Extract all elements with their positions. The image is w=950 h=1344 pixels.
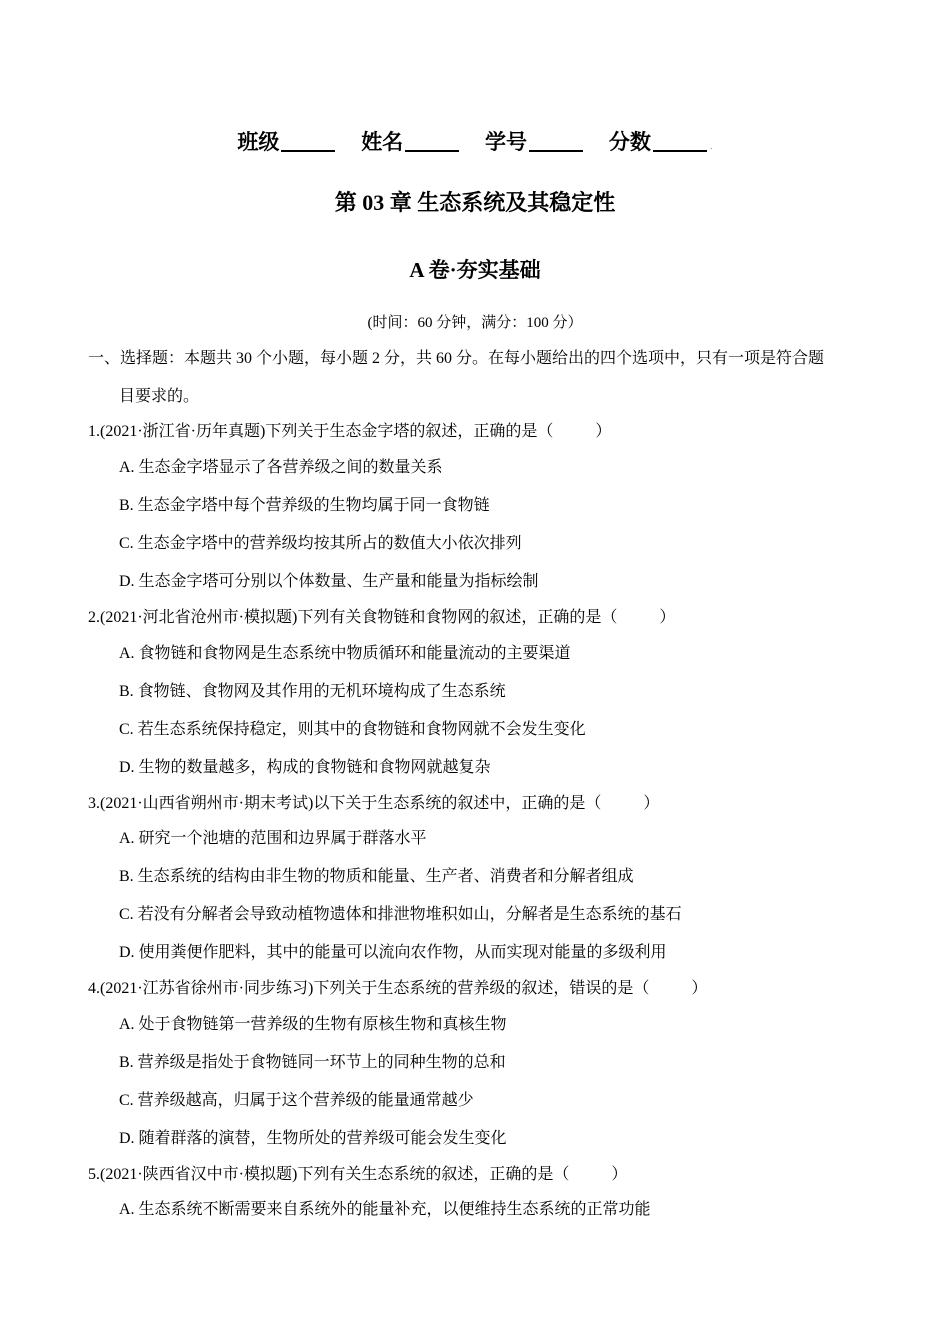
question-3-option-a: A. 研究一个池塘的范围和边界属于群落水平 — [119, 830, 427, 847]
question-5-stem: 5.(2021·陕西省汉中市·模拟题)下列有关生态系统的叙述，正确的是（ ） — [88, 1166, 628, 1183]
question-4-option-a: A. 处于食物链第一营养级的生物有原核生物和真核生物 — [119, 1016, 507, 1033]
question-2-stem: 2.(2021·河北省沧州市·模拟题)下列有关食物链和食物网的叙述，正确的是（ ） — [88, 609, 676, 626]
class-label: 班级 — [237, 131, 280, 154]
score-blank — [653, 130, 707, 152]
name-blank — [405, 130, 459, 152]
question-1-option-b: B. 生态金字塔中每个营养级的生物均属于同一食物链 — [119, 497, 490, 514]
section-instruction-line2: 目要求的。 — [119, 388, 200, 405]
question-3-stem: 3.(2021·山西省朔州市·期末考试)以下关于生态系统的叙述中，正确的是（ ） — [88, 795, 660, 812]
student-info-header — [0, 126, 950, 156]
class-field — [237, 126, 335, 156]
score-field — [609, 126, 713, 156]
question-5-option-a: A. 生态系统不断需要来自系统外的能量补充，以便维持生态系统的正常功能 — [119, 1201, 651, 1218]
paragraph-mark: . — [709, 141, 713, 152]
question-2-option-b: B. 食物链、食物网及其作用的无机环境构成了生态系统 — [119, 683, 506, 700]
section-instruction-line1: 一、选择题：本题共 30 个小题，每小题 2 分，共 60 分。在每小题给出的四个选项中，只有一项是符合题 — [88, 350, 825, 367]
question-2-option-d: D. 生物的数量越多，构成的食物链和食物网就越复杂 — [119, 759, 491, 776]
score-label: 分数 — [608, 131, 651, 154]
student-id-blank — [529, 130, 583, 152]
time-info: (时间：60 分钟，满分：100 分） — [367, 315, 583, 331]
question-4-stem: 4.(2021·江苏省徐州市·同步练习)下列关于生态系统的营养级的叙述，错误的是（ ） — [88, 980, 708, 997]
question-3-option-d: D. 使用粪便作肥料，其中的能量可以流向农作物，从而实现对能量的多级利用 — [119, 944, 667, 961]
question-4-option-d: D. 随着群落的演替，生物所处的营养级可能会发生变化 — [119, 1130, 507, 1147]
name-field — [361, 126, 459, 156]
question-4-option-b: B. 营养级是指处于食物链同一环节上的同种生物的总和 — [119, 1054, 506, 1071]
section-subtitle: A 卷·夯实基础 — [409, 258, 541, 282]
class-blank — [281, 130, 335, 152]
question-4-option-c: C. 营养级越高，归属于这个营养级的能量通常越少 — [119, 1092, 474, 1109]
chapter-title: 第 03 章 生态系统及其稳定性 — [334, 190, 616, 215]
question-3-option-c: C. 若没有分解者会导致动植物遗体和排泄物堆积如山，分解者是生态系统的基石 — [119, 906, 682, 923]
student-id-field — [485, 126, 583, 156]
question-1-option-a: A. 生态金字塔显示了各营养级之间的数量关系 — [119, 459, 443, 476]
question-2-option-c: C. 若生态系统保持稳定，则其中的食物链和食物网就不会发生变化 — [119, 721, 586, 738]
question-2-option-a: A. 食物链和食物网是生态系统中物质循环和能量流动的主要渠道 — [119, 645, 571, 662]
question-1-option-d: D. 生态金字塔可分别以个体数量、生产量和能量为指标绘制 — [119, 573, 539, 590]
name-label: 姓名 — [361, 131, 404, 154]
student-id-label: 学号 — [485, 131, 528, 154]
question-1-stem: 1.(2021·浙江省·历年真题)下列关于生态金字塔的叙述，正确的是（ ） — [88, 423, 612, 440]
question-1-option-c: C. 生态金字塔中的营养级均按其所占的数值大小依次排列 — [119, 535, 522, 552]
question-3-option-b: B. 生态系统的结构由非生物的物质和能量、生产者、消费者和分解者组成 — [119, 868, 634, 885]
